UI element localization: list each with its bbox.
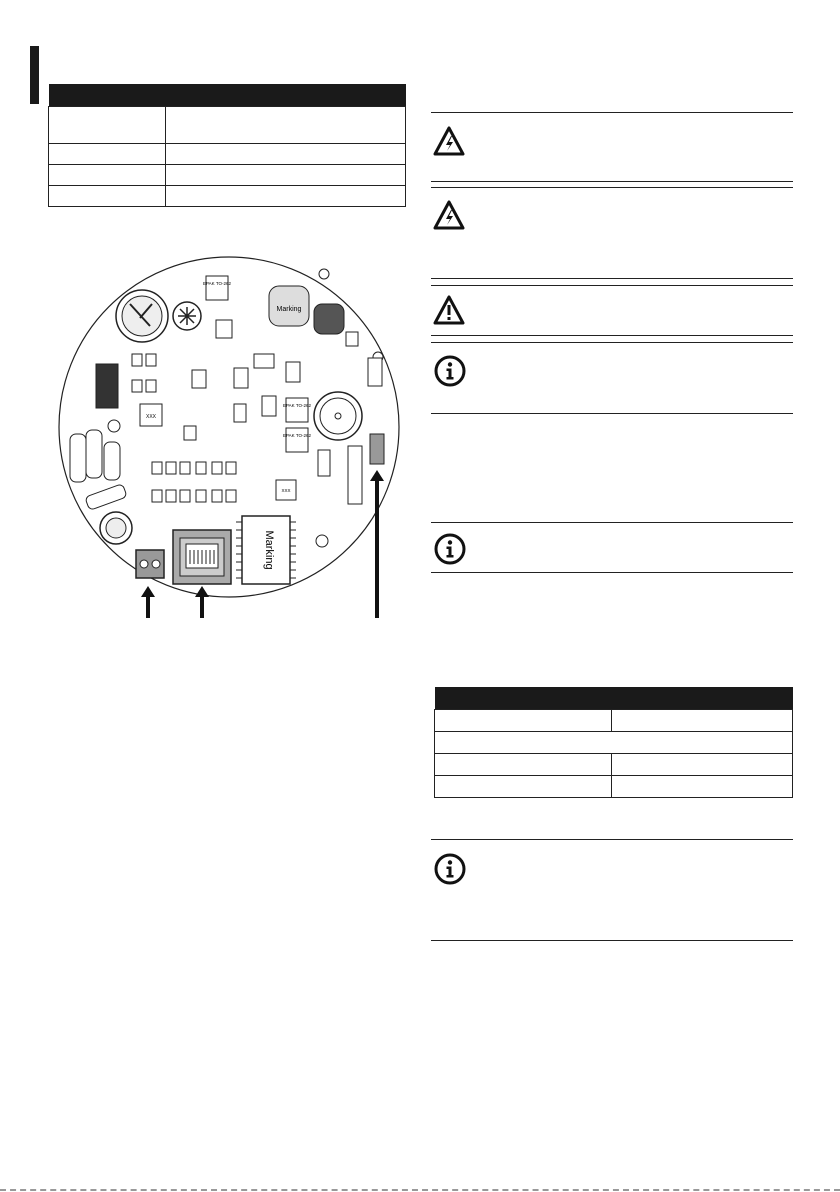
page-cut-line [0,1189,840,1191]
divider [431,839,793,840]
table-header-cell [49,84,166,107]
table-header-cell [166,84,406,107]
table-cell [612,754,793,776]
pcb-marking-label: Marking [263,530,275,570]
table-cell [49,186,166,207]
divider [431,413,793,414]
pointer-arrow [369,470,385,618]
table-row [49,107,406,144]
info-icon [434,853,466,885]
divider [431,940,793,941]
table-cell [435,710,612,732]
pcb-xxx-label: XXX [281,488,291,493]
pcb-marking-label: Marking [276,306,302,313]
divider [431,285,793,286]
table-cell [435,754,612,776]
table-cell [435,776,612,798]
table-cell [49,107,166,144]
table-cell [49,144,166,165]
divider [431,278,793,279]
pcb-epak-label: EPAK TO-262 [282,403,312,408]
circuit-board-illustration [56,254,402,618]
table-row [435,732,793,754]
table-header-cell [435,687,612,710]
pcb-epak-label: EPAK TO-262 [202,281,232,286]
table-row [435,776,793,798]
pointer-arrow [140,586,156,618]
table-row [49,186,406,207]
info-icon [434,533,466,565]
divider [431,112,793,113]
table-cell [166,186,406,207]
electric-hazard-icon [433,200,465,230]
table-cell [166,107,406,144]
table-cell [166,144,406,165]
electric-hazard-icon [433,126,465,156]
pcb-xxx-label: XXX [145,414,157,420]
table-cell [166,165,406,186]
left-spec-table [48,84,406,207]
divider [431,187,793,188]
table-cell [435,732,793,754]
table-header-row [49,84,406,107]
table-cell [49,165,166,186]
divider [431,572,793,573]
divider [431,335,793,336]
table-row [435,754,793,776]
pointer-arrow [194,586,210,618]
table-row [435,710,793,732]
table-row [49,165,406,186]
warning-icon [433,295,465,325]
table-row [49,144,406,165]
table-header-cell [612,687,793,710]
table-cell [612,776,793,798]
divider [431,181,793,182]
divider [431,342,793,343]
section-tab-marker [30,46,39,104]
table-cell [612,710,793,732]
table-header-row [435,687,793,710]
info-icon [434,355,466,387]
pcb-epak-label: EPAK TO-262 [282,433,312,438]
divider [431,522,793,523]
right-spec-table [434,687,793,798]
